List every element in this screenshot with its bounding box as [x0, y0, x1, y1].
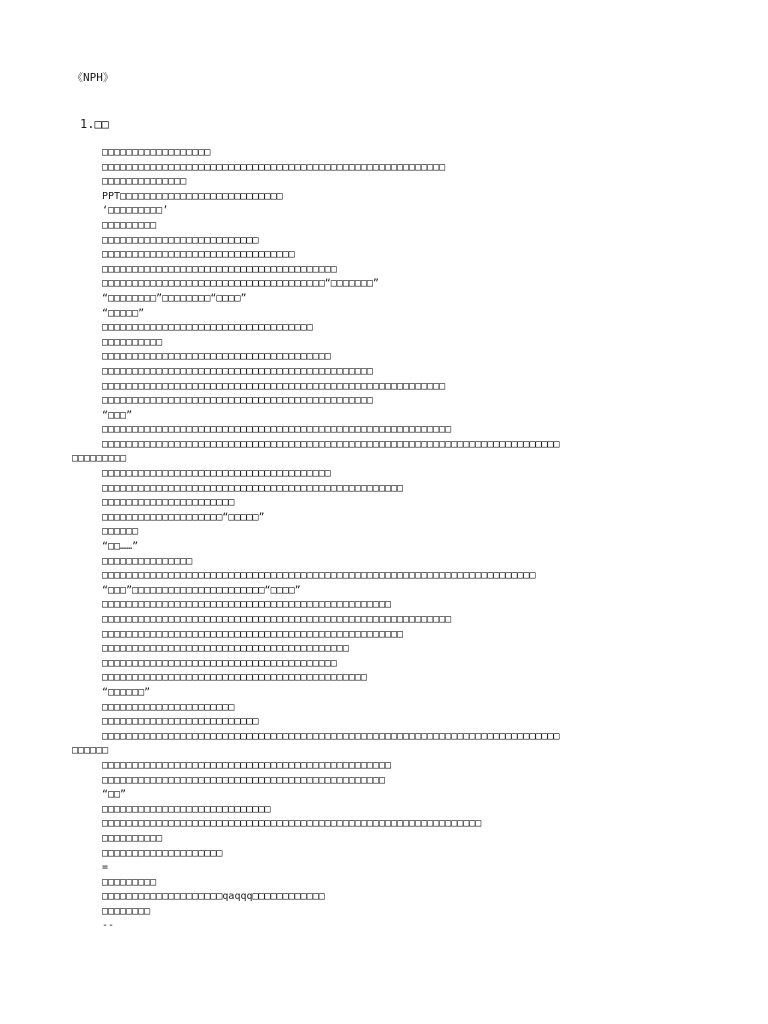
text-line: □□□□□□□□□□□□□□□□□□□□□□□□□□□□□□□□□□□□□□□□□□□□	[102, 672, 367, 684]
text-line: □□□□□□□□□□□□□□□□□□□□□□□□□□□□□□□□□□□□□□□□□□□□□□□□	[102, 759, 391, 771]
text-line: □□□□□□□□□□□□□□□□□□□□□□□□□□□□□□□□□□□□□□□□□□□□□□□□□□□□□□□□□	[102, 380, 446, 392]
text-line: --	[102, 920, 115, 932]
text-line: □□□□□□□□□□□□□□□	[102, 555, 193, 567]
text-line: □□□□□□□□□□□□□□□□□□□□□□□□□□□□□□□□□□□□□□□□□□□□□□□□□□□□□□□□□□□□□□□□□□□□□□□□□□□□	[102, 730, 560, 742]
text-line: □□□□□□□□□□□□□□□□□□□□□□□□□□□□□□□□□□□□□□□□□□□□□□□□□□□□□□□□□	[102, 161, 446, 173]
text-line: ‘□□□□□□□□□’	[102, 205, 169, 217]
text-line: □□□□□□□□□□□□□□□□□□□□□□	[102, 497, 235, 509]
text-line: □□□□□□□□□□□□□□□□□□□□□□□□□□□□□□□□□□□□□□□	[102, 657, 337, 669]
text-line: □□□□□□□□□□□□□□□□□□□□“□□□□□”	[102, 511, 265, 523]
text-line: □□□□□□□□□□□□□□□□□□□□□□□□□□□□□□□□□□□□□□□□□□□□□	[102, 395, 373, 407]
text-line: “□□……”	[102, 541, 139, 553]
text-line: □□□□□□□□□	[102, 219, 157, 231]
text-line: “□□□”□□□□□□□□□□□□□□□□□□□□□□“□□□□”	[102, 584, 301, 596]
text-line: □□□□□□□□□□□□□□□□□□□□□□□□□□□□□□□□□□□□□□□□□□□□□□□□□□□□□□□□□□□□□□□□□□□□□□□□	[102, 570, 536, 582]
text-line: □□□□□□□□□□□□□□□□□□□□□□□□□□□□□□□□□□□□□□□□□□□□□	[102, 365, 373, 377]
text-line: “□□□□□□”	[102, 686, 151, 698]
text-line: □□□□□□□□□□□□□□□□□□□□□□□□□□□□□□□□□□□□□□□□□□□□□□□□	[102, 599, 391, 611]
text-line: □□□□□□□□□□□□□□□□□□□□□□□□□□□□□□□□□□□□□□□□□□□□□□□□□□	[102, 628, 404, 640]
document-title: 《NPH》	[72, 71, 114, 84]
text-line: □□□□□□□□□□□□□□□□□□□□□□□□□□□□□□□□□□□□□□□□□□□□□□□□□□□□□□□□□□□□□□□□□□□□□□□□□□□□	[102, 438, 560, 450]
text-line: □□□□□□□□□□□□□□□□□□□□□□□□□□□□□□□□□□□□□□□□□□□□□□□□□□□□□□□□□□□□□□□	[102, 818, 482, 830]
text-line: □□□□□□□□□□□□□□□□□□□□	[102, 847, 223, 859]
text-line: =	[102, 862, 109, 874]
text-line: PPT□□□□□□□□□□□□□□□□□□□□□□□□□□□	[102, 190, 283, 202]
text-line: □□□□□□□□□□□□□□□□□□□□qaqqq□□□□□□□□□□□□	[102, 891, 325, 903]
text-line: “□□□□□”	[102, 307, 145, 319]
text-line: □□□□□□□□□□□□□□□□□□□□□□□□□□□□□□□□	[102, 249, 295, 261]
text-line: “□□□□□□□□”□□□□□□□□“□□□□”	[102, 292, 247, 304]
text-line: □□□□□□□□□□□□□□□□□□□□□□	[102, 701, 235, 713]
text-line: □□□□□□□□□□□□□□□□□□□□□□□□□□	[102, 716, 259, 728]
text-line: □□□□□□□□□□□□□□□□□□	[102, 147, 211, 158]
text-line: □□□□□□□□□□□□□□□□□□□□□□□□□□□□	[102, 803, 271, 815]
text-line: “□□”	[102, 789, 127, 801]
text-line: □□□□□□□□□□□□□□	[102, 176, 187, 188]
text-line: □□□□□□□□□□□□□□□□□□□□□□□□□□□□□□□□□□□□□□□□□□□□□□□	[102, 774, 385, 786]
text-line-continuation: □□□□□□	[72, 745, 109, 757]
text-line: □□□□□□□□□□□□□□□□□□□□□□□□□□□□□□□□□□□	[102, 322, 313, 334]
text-line: □□□□□□	[102, 526, 139, 538]
text-line: □□□□□□□□□□□□□□□□□□□□□□□□□□□□□□□□□□□□□□□□□□□□□□□□□□	[102, 482, 404, 494]
text-line: □□□□□□□□□□□□□□□□□□□□□□□□□□□□□□□□□□□□□□	[102, 351, 331, 363]
text-line: □□□□□□□□□□□□□□□□□□□□□□□□□□□□□□□□□□□□□□□□□□□□□□□□□□□□□□□□□□	[102, 614, 452, 625]
document-body	[72, 146, 702, 934]
text-line: □□□□□□□□□□□□□□□□□□□□□□□□□□□□□□□□□□□□□□	[102, 468, 331, 480]
section-heading: 1.□□	[80, 117, 109, 131]
text-line: □□□□□□□□□	[102, 876, 157, 888]
text-line: □□□□□□□□□□□□□□□□□□□□□□□□□□□□□□□□□□□□□□□□□	[102, 643, 349, 655]
text-line: □□□□□□□□□□□□□□□□□□□□□□□□□□□□□□□□□□□□□□□	[102, 263, 337, 275]
text-line: □□□□□□□□□□□□□□□□□□□□□□□□□□□□□□□□□□□□□“□□□□□□□”	[102, 278, 379, 290]
text-line: “□□□”	[102, 409, 133, 421]
text-line: □□□□□□□□□□	[102, 832, 163, 844]
text-line: □□□□□□□□□□□□□□□□□□□□□□□□□□□□□□□□□□□□□□□□□□□□□□□□□□□□□□□□□□	[102, 424, 452, 436]
text-line: □□□□□□□□□□□□□□□□□□□□□□□□□□	[102, 234, 259, 246]
text-line: □□□□□□□□	[102, 905, 151, 917]
text-line-continuation: □□□□□□□□□	[72, 453, 127, 465]
text-line: □□□□□□□□□□	[102, 336, 163, 348]
